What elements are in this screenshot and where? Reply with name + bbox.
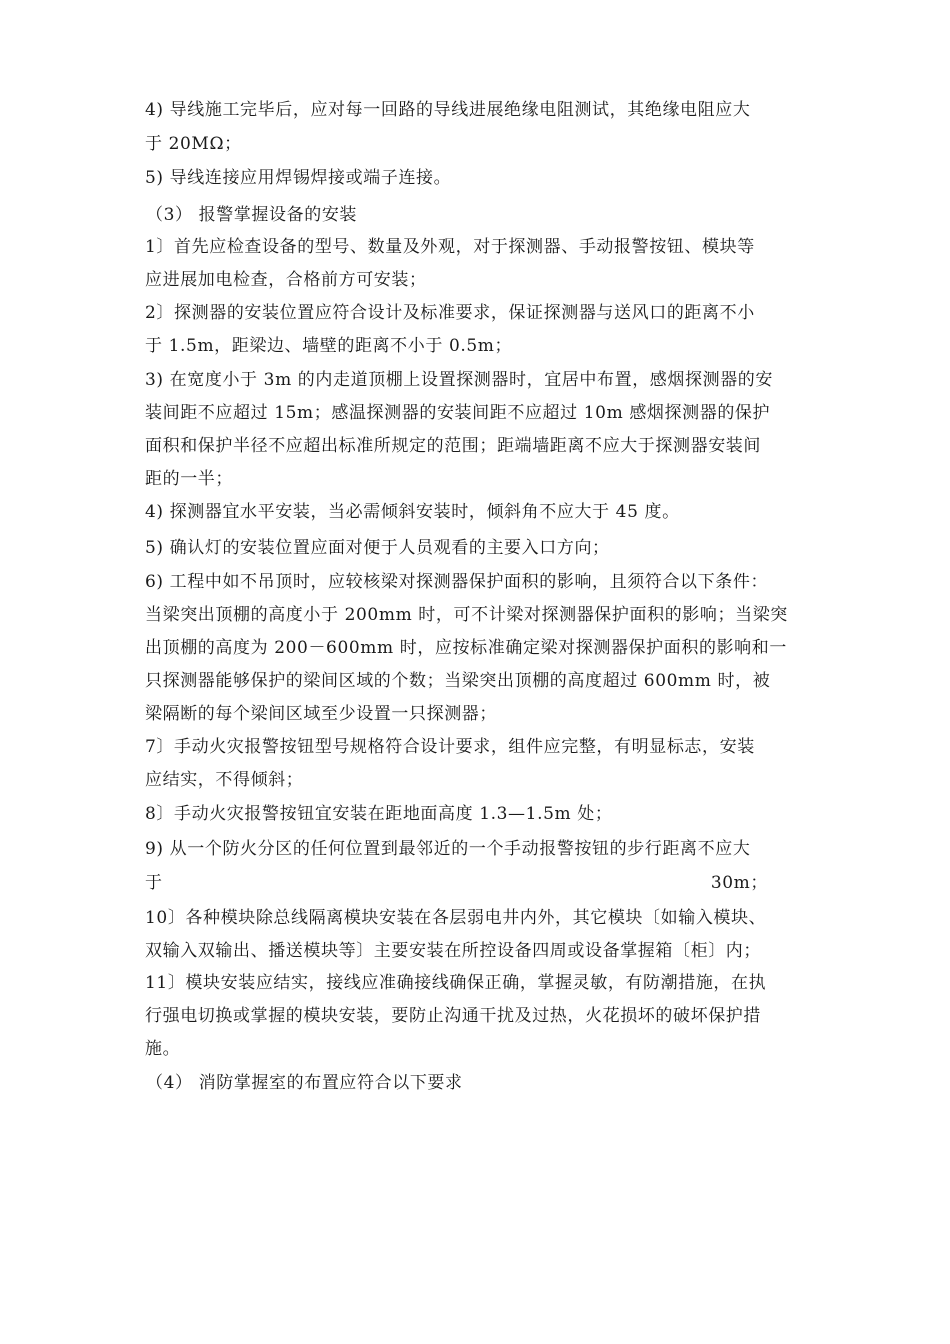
text-line: 当梁突出顶棚的高度小于 200mm 时，可不计梁对探测器保护面积的影响；当梁突 (145, 605, 788, 625)
text-line: 9) 从一个防火分区的任何位置到最邻近的一个手动报警按钮的步行距离不应大 (145, 839, 751, 859)
text-line: 双输入双输出、播送模块等〕主要安装在所控设备四周或设备掌握箱〔柜〕内； (145, 941, 761, 961)
text-line: 2〕探测器的安装位置应符合设计及标准要求，保证探测器与送风口的距离不小 (145, 303, 755, 323)
text-line: 11〕模块安装应结实，接线应准确接线确保正确，掌握灵敏，有防潮措施，在执 (145, 973, 767, 993)
section-heading: （4） 消防掌握室的布置应符合以下要求 (146, 1073, 463, 1093)
text-line: 应结实，不得倾斜； (145, 770, 304, 790)
text-line: 8〕手动火灾报警按钮宜安装在距地面高度 1.3—1.5m 处； (145, 804, 613, 824)
section-heading: （3） 报警掌握设备的安装 (146, 205, 358, 225)
text-line: 1〕首先应检查设备的型号、数量及外观，对于探测器、手动报警按钮、模块等 (145, 237, 755, 257)
text-line: 3) 在宽度小于 3m 的内走道顶棚上设置探测器时，宜居中布置，感烟探测器的安 (145, 370, 773, 390)
text-line: 距的一半； (145, 469, 233, 489)
text-line: 装间距不应超过 15m；感温探测器的安装间距不应超过 10m 感烟探测器的保护 (145, 403, 771, 423)
text-line: 5) 导线连接应用焊锡焊接或端子连接。 (145, 168, 452, 188)
text-line: 只探测器能够保护的梁间区域的个数；当梁突出顶棚的高度超过 600mm 时，被 (145, 671, 771, 691)
text-line: 面积和保护半径不应超出标准所规定的范围；距端墙距离不应大于探测器安装间 (145, 436, 761, 456)
text-line: 5) 确认灯的安装位置应面对便于人员观看的主要入口方向； (145, 538, 610, 558)
text-line: 施。 (145, 1039, 181, 1059)
text-line: 4) 探测器宜水平安装，当必需倾斜安装时，倾斜角不应大于 45 度。 (145, 502, 680, 522)
text-line: 于 20MΩ； (145, 134, 242, 154)
text-line-right: 30m； (710, 873, 768, 893)
text-line: 于 1.5m，距梁边、墙壁的距离不小于 0.5m； (145, 336, 513, 356)
text-line: 7〕手动火灾报警按钮型号规格符合设计要求，组件应完整，有明显标志，安装 (145, 737, 755, 757)
text-line: 6) 工程中如不吊顶时，应较核梁对探测器保护面积的影响，且须符合以下条件： (145, 572, 769, 592)
text-line: 梁隔断的每个梁间区域至少设置一只探测器； (145, 704, 497, 724)
text-line: 10〕各种模块除总线隔离模块安装在各层弱电井内外，其它模块〔如输入模块、 (145, 908, 767, 928)
text-line: 行强电切换或掌握的模块安装，要防止沟通干扰及过热，火花损坏的破坏保护措 (145, 1006, 761, 1026)
text-line: 于 (145, 873, 163, 893)
text-line: 出顶棚的高度为 200－600mm 时，应按标准确定梁对探测器保护面积的影响和一 (145, 638, 787, 658)
text-line: 应进展加电检查，合格前方可安装； (145, 270, 427, 290)
text-line: 4) 导线施工完毕后，应对每一回路的导线进展绝缘电阻测试，其绝缘电阻应大 (145, 100, 751, 120)
